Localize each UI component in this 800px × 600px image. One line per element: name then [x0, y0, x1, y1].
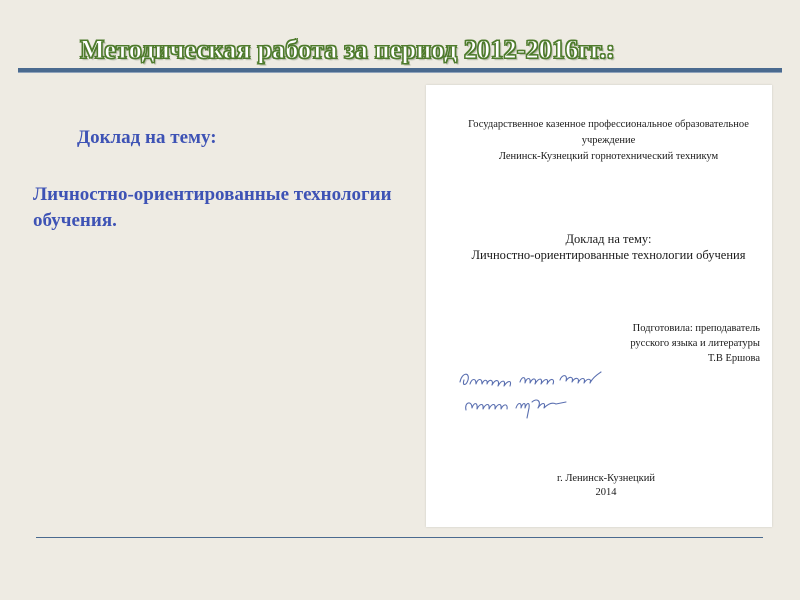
topic-heading: Доклад на тему:: [77, 127, 217, 148]
document-scan: [426, 85, 772, 527]
document-header-line: Ленинск-Кузнецкий горнотехнический техникум: [498, 151, 719, 162]
document-topic: [436, 231, 781, 263]
document-year: 2014: [595, 487, 617, 498]
document-author-line: Подготовила: преподаватель: [632, 323, 760, 334]
document-footer: [486, 472, 726, 500]
document-author-name: Т.В Ершова: [707, 353, 760, 364]
document-author: [630, 321, 760, 366]
document-city: г. Ленинск-Кузнецкий: [556, 473, 656, 484]
document-topic-label: Доклад на тему:: [565, 232, 652, 246]
document-header-line: учреждение: [581, 135, 636, 146]
handwritten-signature: [456, 368, 606, 428]
bottom-divider: [36, 537, 763, 538]
document-topic-title: Личностно-ориентированные технологии обучения: [471, 248, 746, 262]
title-divider: [18, 68, 782, 73]
document-header: [436, 117, 781, 165]
document-author-line: русского языка и литературы: [630, 338, 760, 349]
topic-text: Личностно-ориентированные технологии обучения.: [33, 184, 392, 231]
document-header-line: Государственное казенное профессиональное образовательное: [468, 119, 749, 130]
slide-title: Методическая работа за период 2012-2016гг.:: [80, 35, 616, 64]
